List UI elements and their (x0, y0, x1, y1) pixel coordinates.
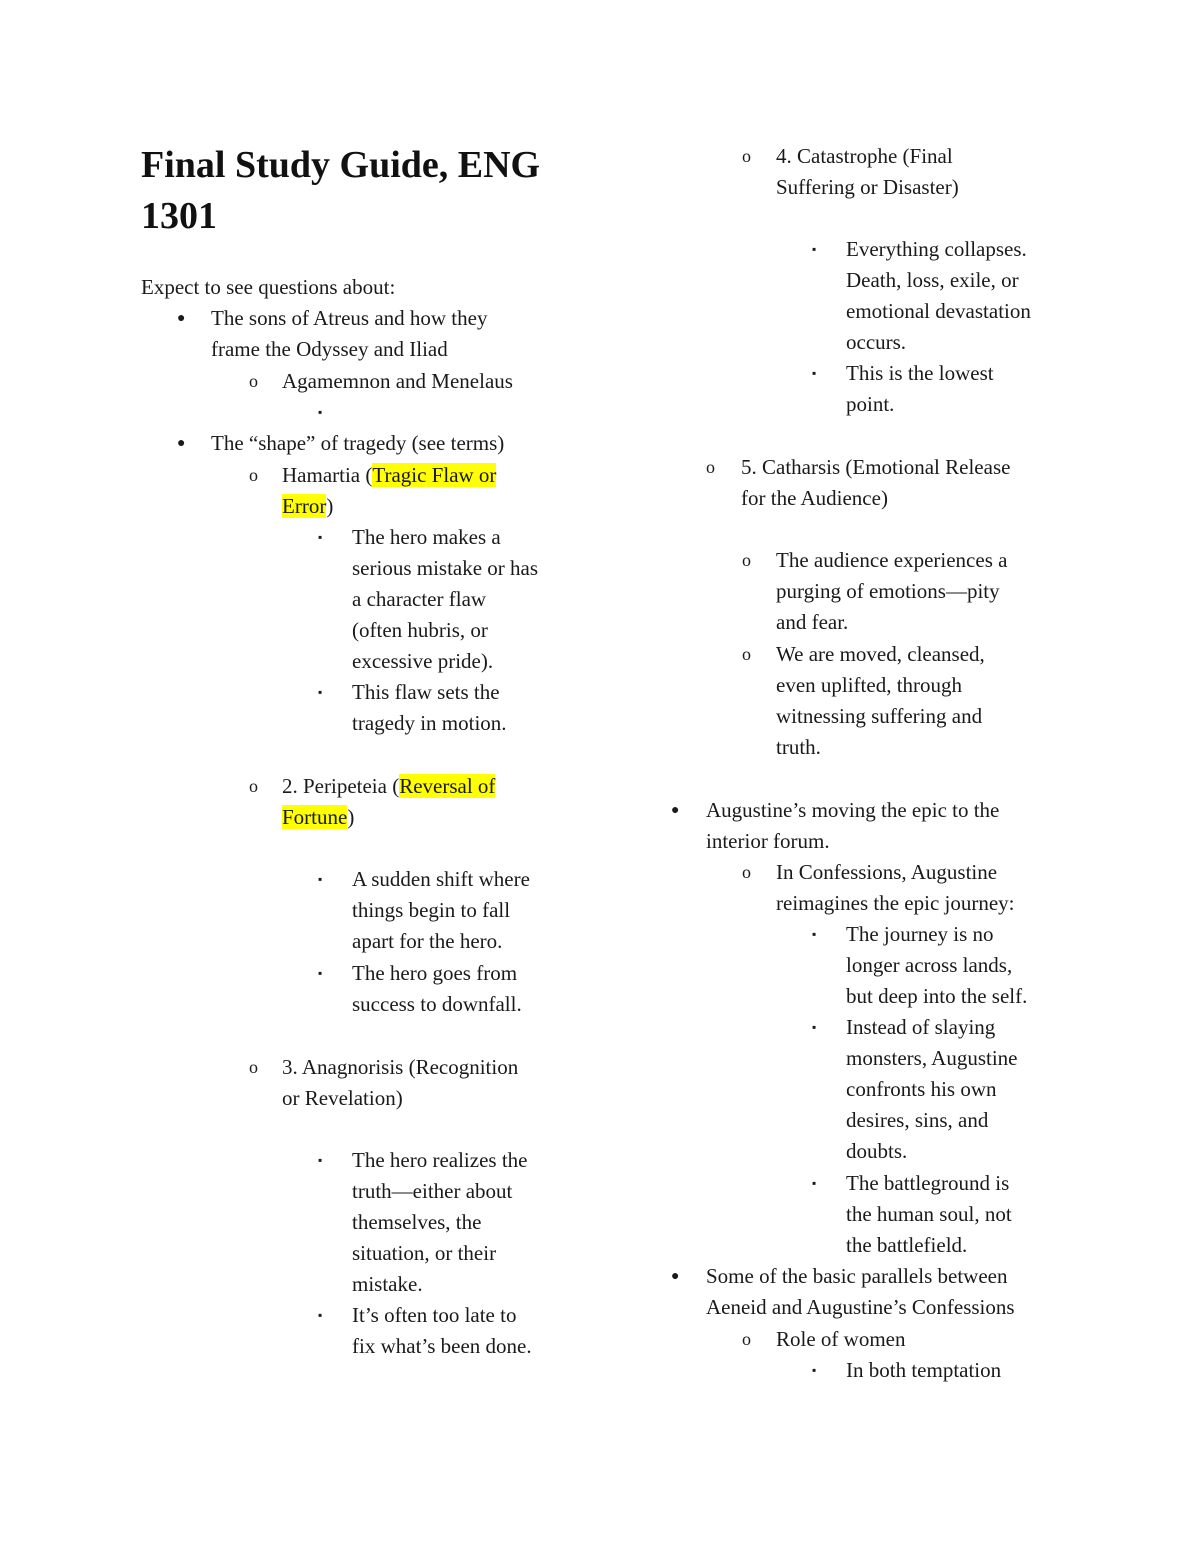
hamartia-line-1 (282, 460, 496, 491)
augustine-detail-3-line: The battleground is (846, 1171, 1010, 1195)
hamartia-post: ) (326, 494, 334, 518)
square-marker: ▪ (318, 530, 323, 544)
augustine-sub-line-2: reimagines the epic journey: (776, 891, 1015, 915)
parallels-line-2: Aeneid and Augustine’s Confessions (706, 1295, 1015, 1319)
hamartia-detail-2-line: This flaw sets the (352, 680, 500, 704)
anagnorisis-line-1: 3. Anagnorisis (Recognition (282, 1055, 519, 1079)
augustine-line-1: Augustine’s moving the epic to the (706, 798, 1000, 822)
square-marker: ▪ (812, 1176, 817, 1190)
hamartia-detail-1-line: excessive pride). (352, 649, 494, 673)
augustine-detail-2-line: confronts his own (846, 1077, 997, 1101)
augustine-detail-2-line: desires, sins, and (846, 1108, 989, 1132)
intro-text: Expect to see questions about: (141, 275, 396, 299)
catastrophe-detail-2-line: This is the lowest (846, 361, 994, 385)
shape-line: The “shape” of tragedy (see terms) (211, 431, 505, 455)
circle-marker: o (742, 146, 751, 166)
peripeteia-detail-2-line: success to downfall. (352, 992, 522, 1016)
peripeteia-detail-2-line: The hero goes from (352, 961, 518, 985)
catharsis-detail-1-line: The audience experiences a (776, 548, 1008, 572)
augustine-line-2: interior forum. (706, 829, 830, 853)
circle-marker: o (742, 1329, 751, 1349)
circle-marker: o (742, 862, 751, 882)
circle-marker: o (249, 1057, 258, 1077)
augustine-detail-2-line: doubts. (846, 1139, 908, 1163)
anagnorisis-detail-2-line: It’s often too late to (352, 1303, 517, 1327)
augustine-detail-2-line: monsters, Augustine (846, 1046, 1018, 1070)
catastrophe-line-1: 4. Catastrophe (Final (776, 144, 953, 168)
anagnorisis-detail-2-line: fix what’s been done. (352, 1334, 532, 1358)
atreus-line-1: The sons of Atreus and how they (211, 306, 488, 330)
parallels-line-1: Some of the basic parallels between (706, 1264, 1008, 1288)
anagnorisis-line-2: or Revelation) (282, 1086, 403, 1110)
square-marker: ▪ (318, 872, 323, 886)
anagnorisis-detail-1-line: situation, or their (352, 1241, 497, 1265)
peripeteia-line-2 (282, 802, 354, 833)
square-marker: ▪ (318, 405, 323, 419)
augustine-detail-3-line: the human soul, not (846, 1202, 1012, 1226)
square-marker: ▪ (318, 966, 323, 980)
peripeteia-detail-1-line: A sudden shift where (352, 867, 530, 891)
peripeteia-highlight-2: Fortune (282, 805, 348, 829)
circle-marker: o (249, 776, 258, 796)
atreus-sub: Agamemnon and Menelaus (282, 369, 513, 393)
catastrophe-detail-1-line: Everything collapses. (846, 237, 1027, 261)
augustine-detail-1-line: The journey is no (846, 922, 994, 946)
augustine-sub-line-1: In Confessions, Augustine (776, 860, 998, 884)
hamartia-detail-2-line: tragedy in motion. (352, 711, 507, 735)
augustine-detail-3-line: the battlefield. (846, 1233, 968, 1257)
augustine-detail-1-line: longer across lands, (846, 953, 1013, 977)
catharsis-detail-1-line: purging of emotions—pity (776, 579, 1000, 603)
peripeteia-pre: 2. Peripeteia ( (282, 774, 400, 798)
page-title: Final Study Guide, ENG 1301 (141, 144, 541, 237)
peripeteia-line-1 (282, 771, 495, 802)
bullet-marker: ● (177, 311, 186, 326)
catastrophe-detail-1-line: Death, loss, exile, or (846, 268, 1019, 292)
circle-marker: o (742, 644, 751, 664)
hamartia-detail-1-line: serious mistake or has (352, 556, 539, 580)
augustine-detail-2-line: Instead of slaying (846, 1015, 996, 1039)
anagnorisis-detail-1-line: truth—either about (352, 1179, 513, 1203)
atreus-line-2: frame the Odyssey and Iliad (211, 337, 448, 361)
hamartia-line-2 (282, 491, 333, 522)
peripeteia-detail-1-line: apart for the hero. (352, 929, 503, 953)
catastrophe-detail-2-line: point. (846, 392, 895, 416)
catharsis-line-1: 5. Catharsis (Emotional Release (741, 455, 1011, 479)
circle-marker: o (249, 371, 258, 391)
bullet-marker: ● (671, 1269, 680, 1284)
peripeteia-post: ) (347, 805, 355, 829)
square-marker: ▪ (318, 1308, 323, 1322)
hamartia-detail-1-line: a character flaw (352, 587, 487, 611)
circle-marker: o (706, 457, 715, 477)
square-marker: ▪ (812, 927, 817, 941)
hamartia-highlight-1: Tragic Flaw or (372, 463, 497, 487)
peripeteia-highlight-1: Reversal of (399, 774, 496, 798)
catharsis-line-2: for the Audience) (741, 486, 888, 510)
augustine-detail-1-line: but deep into the self. (846, 984, 1028, 1008)
anagnorisis-detail-1-line: themselves, the (352, 1210, 482, 1234)
anagnorisis-detail-1-line: The hero realizes the (352, 1148, 528, 1172)
square-marker: ▪ (812, 366, 817, 380)
parallels-detail-1: In both temptation (846, 1358, 1002, 1382)
square-marker: ▪ (812, 242, 817, 256)
square-marker: ▪ (812, 1363, 817, 1377)
square-marker: ▪ (318, 1153, 323, 1167)
bullet-marker: ● (671, 803, 680, 818)
hamartia-pre: Hamartia ( (282, 463, 373, 487)
square-marker: ▪ (812, 1020, 817, 1034)
circle-marker: o (249, 465, 258, 485)
hamartia-detail-1-line: The hero makes a (352, 525, 501, 549)
anagnorisis-detail-1-line: mistake. (352, 1272, 423, 1296)
catastrophe-detail-1-line: occurs. (846, 330, 907, 354)
catastrophe-detail-1-line: emotional devastation (846, 299, 1031, 323)
catharsis-detail-2-line: We are moved, cleansed, (776, 642, 985, 666)
hamartia-detail-1-line: (often hubris, or (352, 618, 488, 642)
circle-marker: o (742, 550, 751, 570)
catharsis-detail-1-line: and fear. (776, 610, 849, 634)
catastrophe-line-2: Suffering or Disaster) (776, 175, 959, 199)
parallels-sub: Role of women (776, 1327, 906, 1351)
hamartia-highlight-2: Error (282, 494, 327, 518)
peripeteia-detail-1-line: things begin to fall (352, 898, 511, 922)
catharsis-detail-2-line: truth. (776, 735, 821, 759)
bullet-marker: ● (177, 436, 186, 451)
catharsis-detail-2-line: even uplifted, through (776, 673, 963, 697)
square-marker: ▪ (318, 685, 323, 699)
catharsis-detail-2-line: witnessing suffering and (776, 704, 983, 728)
